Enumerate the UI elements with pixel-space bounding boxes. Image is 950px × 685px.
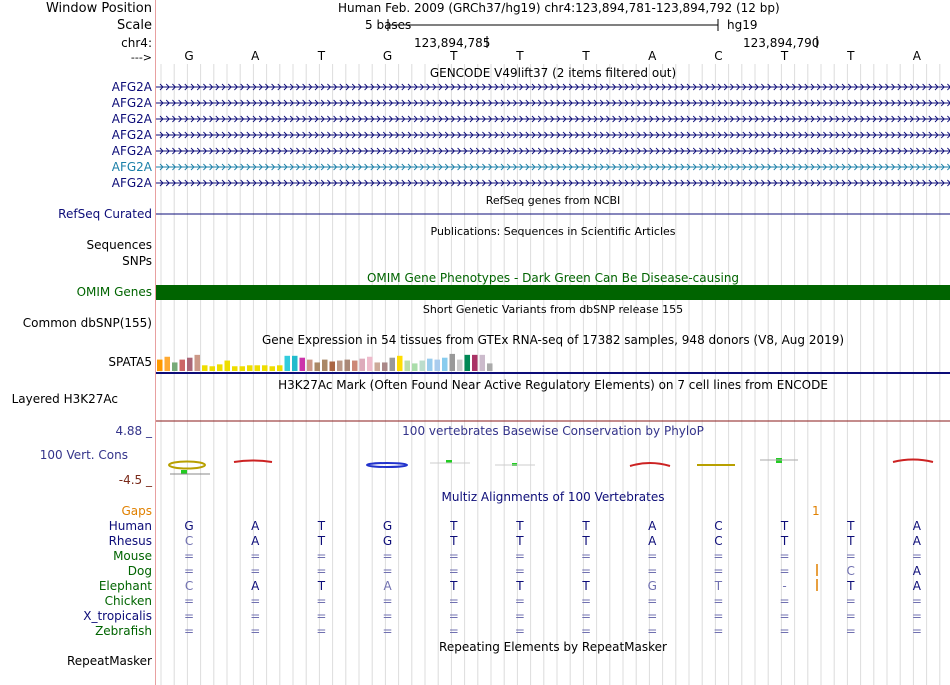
multiz-species-label[interactable]: Elephant [98, 579, 152, 593]
multiz-base: = [382, 609, 393, 623]
position-tick-1: 123,894,785 [414, 36, 491, 50]
gencode-transcript-label[interactable]: AFG2A [111, 144, 152, 158]
gtex-bar [315, 362, 321, 371]
base-letter: T [317, 49, 326, 63]
multiz-base: = [911, 594, 922, 608]
gtex-bar [397, 356, 403, 371]
snps-label[interactable]: SNPs [122, 254, 152, 268]
gtex-bar [427, 359, 433, 371]
base-letter: C [714, 49, 723, 63]
multiz-base: = [779, 609, 790, 623]
multiz-base: = [845, 549, 856, 563]
multiz-base: = [448, 564, 459, 578]
gtex-bar [187, 358, 193, 371]
multiz-base: = [448, 549, 459, 563]
multiz-base: = [316, 564, 327, 578]
gencode-transcript-label[interactable]: AFG2A [111, 160, 152, 174]
multiz-base: = [581, 624, 592, 638]
gtex-bar [270, 366, 276, 371]
multiz-base: A [648, 534, 657, 548]
multiz-base: = [316, 549, 327, 563]
position-tick-2: 123,894,790 [743, 36, 820, 50]
assembly-name: hg19 [727, 18, 758, 32]
refseq-label[interactable]: RefSeq Curated [58, 207, 152, 221]
multiz-base: T [780, 534, 789, 548]
base-letter: G [382, 49, 393, 63]
multiz-species-label[interactable]: Dog [127, 564, 152, 578]
gtex-bar [472, 355, 478, 371]
base-letter: T [450, 49, 458, 63]
multiz-base: = [845, 594, 856, 608]
gtex-bar [195, 355, 201, 371]
multiz-base: = [581, 564, 592, 578]
gtex-bar [405, 361, 411, 371]
gtex-bar [412, 363, 418, 371]
multiz-base: = [581, 609, 592, 623]
multiz-base: T [582, 519, 590, 533]
multiz-base: = [779, 594, 790, 608]
multiz-base: A [251, 534, 260, 548]
dbsnp-track-title[interactable]: Short Genetic Variants from dbSNP release 155 [422, 303, 684, 316]
multiz-base: = [647, 549, 658, 563]
gtex-bar [390, 358, 396, 371]
multiz-base: T [516, 579, 524, 593]
h3k27ac-track-title[interactable]: H3K27Ac Mark (Often Found Near Active Regulatory Elements) on 7 cell lines from ENCODE [278, 378, 828, 392]
multiz-base: = [250, 609, 261, 623]
gtex-bar [180, 360, 186, 371]
gtex-bar [262, 365, 268, 371]
gtex-bar [157, 360, 163, 371]
multiz-base: = [647, 564, 658, 578]
gtex-bar [202, 365, 208, 371]
multiz-species-label[interactable]: X_tropicalis [83, 609, 152, 623]
gtex-bar [465, 355, 471, 371]
multiz-base: = [514, 594, 525, 608]
multiz-base: A [912, 579, 922, 593]
multiz-base: = [448, 609, 459, 623]
multiz-base: A [912, 564, 922, 578]
multiz-base: T [780, 519, 789, 533]
base-letter: T [847, 49, 855, 63]
gtex-bar [225, 361, 231, 371]
gtex-bar [442, 358, 448, 371]
gtex-bar [457, 360, 463, 371]
multiz-base: = [647, 594, 658, 608]
scale-label: Scale [117, 18, 152, 33]
window-position-label: Window Position [45, 1, 152, 16]
multiz-base: C [184, 579, 194, 593]
gencode-transcript-label[interactable]: AFG2A [111, 112, 152, 126]
multiz-base: = [713, 549, 724, 563]
multiz-base: = [713, 624, 724, 638]
multiz-base: = [316, 609, 327, 623]
multiz-base: T [450, 579, 458, 593]
multiz-base: T [847, 519, 855, 533]
multiz-base: T [582, 534, 590, 548]
gtex-gene-label[interactable]: SPATA5 [108, 355, 152, 369]
multiz-base: = [250, 624, 261, 638]
multiz-base: G [382, 534, 393, 548]
multiz-base: T [516, 519, 524, 533]
multiz-base: A [383, 579, 392, 593]
multiz-base: = [779, 564, 790, 578]
multiz-base: = [581, 549, 592, 563]
multiz-base: = [184, 549, 195, 563]
multiz-base: = [382, 564, 393, 578]
multiz-base: T [317, 579, 326, 593]
multiz-base: = [514, 609, 525, 623]
multiz-base: = [316, 624, 327, 638]
omim-track-title[interactable]: OMIM Gene Phenotypes - Dark Green Can Be Disease-causing [366, 271, 740, 285]
gtex-bar [360, 359, 366, 371]
gaps-label[interactable]: Gaps [121, 504, 152, 518]
gtex-bar [307, 360, 313, 371]
multiz-base: = [911, 624, 922, 638]
multiz-base: G [184, 519, 194, 533]
gtex-bar [255, 365, 261, 371]
multiz-base: = [184, 594, 195, 608]
multiz-base: = [250, 549, 261, 563]
multiz-base: T [714, 579, 723, 593]
multiz-base: T [317, 534, 326, 548]
multiz-base: T [450, 534, 458, 548]
base-letter: T [516, 49, 524, 63]
multiz-base: G [382, 519, 393, 533]
gtex-bar [352, 361, 358, 371]
multiz-base: = [647, 609, 658, 623]
base-letter: G [184, 49, 194, 63]
gtex-bar [345, 360, 351, 371]
gtex-track-title[interactable]: Gene Expression in 54 tissues from GTEx RNA-seq of 17382 samples, 948 donors (V8, Aug 2019) [261, 333, 845, 347]
base-letter: T [780, 49, 789, 63]
gencode-transcript-label[interactable]: AFG2A [111, 128, 152, 142]
multiz-base: = [514, 624, 525, 638]
gtex-bar [367, 357, 373, 371]
base-letter: T [582, 49, 590, 63]
multiz-species-label[interactable]: Human [108, 519, 152, 533]
gtex-bar [240, 366, 246, 371]
gtex-bar [210, 366, 216, 371]
multiz-species-label[interactable]: Zebrafish [95, 624, 152, 638]
gtex-bar [487, 363, 493, 371]
gencode-track-title[interactable]: GENCODE V49lift37 (2 items filtered out) [429, 66, 677, 80]
gtex-bar [420, 361, 426, 371]
multiz-base: A [251, 579, 260, 593]
multiz-base: = [647, 624, 658, 638]
multiz-base: = [184, 624, 195, 638]
multiz-base: - [782, 579, 787, 593]
multiz-base: A [648, 519, 657, 533]
multiz-base: = [779, 549, 790, 563]
multiz-base: C [846, 564, 855, 578]
h3k27ac-label[interactable]: Layered H3K27Ac [11, 392, 118, 406]
multiz-base: = [184, 564, 195, 578]
gtex-bar [172, 362, 178, 371]
multiz-base: A [251, 519, 260, 533]
multiz-base: = [250, 594, 261, 608]
gtex-bar [285, 356, 291, 371]
conservation-label[interactable]: 100 Vert. Cons [39, 448, 128, 462]
multiz-base: A [912, 519, 922, 533]
gtex-bar [337, 361, 343, 371]
gencode-transcript-label[interactable]: AFG2A [111, 176, 152, 190]
gtex-bar [277, 365, 283, 371]
gaps-marker: 1 [812, 504, 820, 518]
gtex-bar [375, 362, 381, 371]
multiz-base: = [514, 564, 525, 578]
gtex-bar [480, 355, 486, 371]
multiz-base: T [582, 579, 590, 593]
repeatmasker-track-title[interactable]: Repeating Elements by RepeatMasker [439, 640, 667, 654]
multiz-base: = [713, 609, 724, 623]
refseq-track-title[interactable]: RefSeq genes from NCBI [485, 194, 621, 207]
multiz-base: T [847, 579, 855, 593]
gtex-bar [435, 360, 441, 371]
multiz-base: = [713, 594, 724, 608]
publications-track-title[interactable]: Publications: Sequences in Scientific Articles [430, 225, 676, 238]
multiz-base: = [382, 594, 393, 608]
assembly-position: Human Feb. 2009 (GRCh37/hg19) chr4:123,894,781-123,894,792 (12 bp) [338, 1, 780, 15]
gtex-bar [165, 357, 171, 371]
multiz-species-label[interactable]: Chicken [104, 594, 152, 608]
multiz-base: = [845, 609, 856, 623]
conservation-track-title[interactable]: 100 vertebrates Basewise Conservation by PhyloP [402, 424, 704, 438]
dbsnp-label[interactable]: Common dbSNP(155) [22, 316, 152, 330]
multiz-base: = [184, 609, 195, 623]
gtex-bar [382, 362, 388, 371]
multiz-base: C [714, 519, 723, 533]
gencode-transcript-label[interactable]: AFG2A [111, 96, 152, 110]
multiz-species-label[interactable]: Rhesus [108, 534, 152, 548]
multiz-base: = [581, 594, 592, 608]
multiz-base: = [316, 594, 327, 608]
multiz-base: = [448, 624, 459, 638]
strand-label: ---> [130, 51, 152, 64]
multiz-base: T [847, 534, 855, 548]
gtex-bar [232, 366, 238, 371]
multiz-base: T [516, 534, 524, 548]
multiz-track-title[interactable]: Multiz Alignments of 100 Vertebrates [441, 490, 665, 504]
multiz-base: = [514, 549, 525, 563]
gtex-bar [300, 358, 306, 371]
omim-label[interactable]: OMIM Genes [76, 285, 152, 299]
conservation-max-label: 4.88 _ [115, 424, 152, 438]
sequences-label[interactable]: Sequences [86, 238, 152, 252]
conservation-bar [181, 470, 187, 474]
multiz-species-label[interactable]: Mouse [113, 549, 152, 563]
base-letter: A [648, 49, 657, 63]
conservation-peak [367, 463, 407, 467]
gtex-bar [450, 354, 456, 371]
multiz-base: = [713, 564, 724, 578]
multiz-base: = [845, 624, 856, 638]
base-letter: A [912, 49, 922, 63]
multiz-base: = [911, 549, 922, 563]
multiz-base: A [912, 534, 922, 548]
multiz-base: T [450, 519, 458, 533]
gtex-bar [292, 356, 298, 371]
multiz-base: = [382, 624, 393, 638]
omim-gene-bar[interactable] [156, 285, 950, 300]
multiz-base: = [448, 594, 459, 608]
gtex-bar [217, 364, 223, 371]
multiz-base: = [250, 564, 261, 578]
gtex-bar [330, 362, 336, 372]
multiz-base: C [714, 534, 723, 548]
base-letter: A [251, 49, 260, 63]
gtex-bar [322, 360, 328, 371]
gencode-transcript-label[interactable]: AFG2A [111, 80, 152, 94]
multiz-base: T [317, 519, 326, 533]
gtex-bar [247, 365, 253, 371]
chrom-label: chr4: [121, 36, 152, 50]
multiz-base: = [382, 549, 393, 563]
conservation-min-label: -4.5 _ [118, 473, 152, 487]
repeatmasker-label[interactable]: RepeatMasker [66, 654, 152, 668]
scale-text: 5 bases [365, 18, 412, 32]
multiz-base: = [779, 624, 790, 638]
multiz-base: G [647, 579, 657, 593]
multiz-base: = [911, 609, 922, 623]
multiz-base: C [184, 534, 194, 548]
